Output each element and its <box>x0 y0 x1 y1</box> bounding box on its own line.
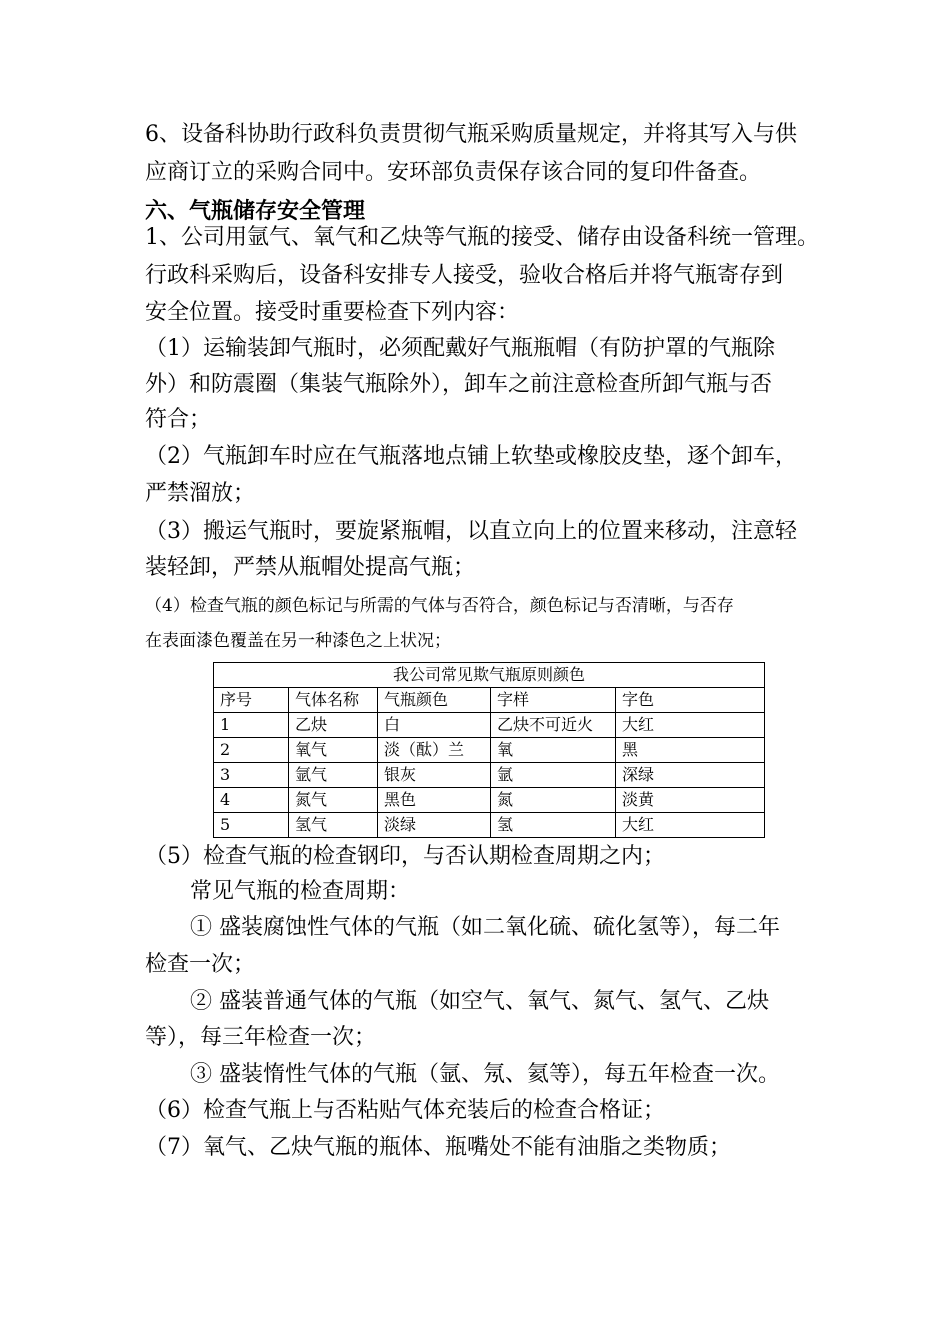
list-item-line: 符合； <box>145 407 212 432</box>
table-cell: 深绿 <box>616 763 765 788</box>
list-item-line: （3）搬运气瓶时，要旋紧瓶帽，以直立向上的位置来移动，注意轻 <box>145 519 797 544</box>
list-item-line: 检查一次； <box>145 952 256 977</box>
table-header-row <box>214 688 765 713</box>
table-cell: 氧 <box>491 738 616 763</box>
column-header: 气瓶颜色 <box>378 688 491 713</box>
table-cell: 1 <box>214 713 289 738</box>
table-cell: 大红 <box>616 813 765 838</box>
table-row <box>214 813 765 838</box>
table-cell: 乙炔 <box>289 713 378 738</box>
table-cell: 氢 <box>491 813 616 838</box>
table-cell: 大红 <box>616 713 765 738</box>
table-cell: 淡黄 <box>616 788 765 813</box>
table-cell: 白 <box>378 713 491 738</box>
paragraph-line: 行政科采购后，设备科安排专人接受，验收合格后并将气瓶寄存到 <box>145 263 784 288</box>
paragraph-line: 1、公司用氩气、氧气和乙炔等气瓶的接受、储存由设备科统一管理。 <box>145 225 819 250</box>
paragraph-line: 应商订立的采购合同中。安环部负责保存该合同的复印件备查。 <box>145 160 762 185</box>
table-cell: 5 <box>214 813 289 838</box>
table-cell: 氮 <box>491 788 616 813</box>
table-cell: 乙炔不可近火 <box>491 713 616 738</box>
table-row <box>214 763 765 788</box>
column-header: 字样 <box>491 688 616 713</box>
section-heading: 六、气瓶储存安全管理 <box>145 198 366 224</box>
table-cell: 淡（酞）兰 <box>378 738 491 763</box>
table-cell: 3 <box>214 763 289 788</box>
table-row <box>214 788 765 813</box>
list-item-line: （2）气瓶卸车时应在气瓶落地点铺上软垫或橡胶皮垫，逐个卸车， <box>145 444 797 469</box>
paragraph-line: 6、设备科协助行政科负责贯彻气瓶采购质量规定，并将其写入与供 <box>145 122 797 147</box>
table-row <box>214 713 765 738</box>
table-cell: 氩 <box>491 763 616 788</box>
table-cell: 2 <box>214 738 289 763</box>
column-header: 气体名称 <box>289 688 378 713</box>
list-item-line: （1）运输装卸气瓶时，必须配戴好气瓶瓶帽（有防护罩的气瓶除 <box>145 336 775 361</box>
column-header: 序号 <box>214 688 289 713</box>
list-item-line: 装轻卸，严禁从瓶帽处提高气瓶； <box>145 555 476 580</box>
table-cell: 氮气 <box>289 788 378 813</box>
list-item-line: ② 盛装普通气体的气瓶（如空气、氧气、氮气、氢气、乙炔 <box>190 989 769 1014</box>
list-item-line: ① 盛装腐蚀性气体的气瓶（如二氧化硫、硫化氢等），每二年 <box>190 915 780 940</box>
list-item-line: 等），每三年检查一次； <box>145 1025 377 1050</box>
list-item-line: ③ 盛装惰性气体的气瓶（氩、氖、氦等），每五年检查一次。 <box>190 1062 780 1087</box>
paragraph-line: 安全位置。接受时重要检查下列内容： <box>145 300 520 325</box>
table-cell: 黑 <box>616 738 765 763</box>
list-item-line: 严禁溜放； <box>145 481 256 506</box>
table-cell: 黑色 <box>378 788 491 813</box>
list-item-line: （5）检查气瓶的检查钢印，与否认期检查周期之内； <box>145 844 665 869</box>
gas-cylinder-color-table <box>213 662 765 838</box>
table-caption-row <box>214 663 765 688</box>
column-header: 字色 <box>616 688 765 713</box>
list-item-line: 在表面漆色覆盖在另一种漆色之上状况； <box>145 631 451 651</box>
list-item-line: （6）检查气瓶上与否粘贴气体充装后的检查合格证； <box>145 1098 665 1123</box>
table-cell: 4 <box>214 788 289 813</box>
table-cell: 氢气 <box>289 813 378 838</box>
table-caption: 我公司常见欺气瓶原则颜色 <box>214 663 765 688</box>
table-cell: 氩气 <box>289 763 378 788</box>
list-item-line: （4）检查气瓶的颜色标记与所需的气体与否符合，颜色标记与否清晰，与否存 <box>145 596 734 616</box>
list-item-line: （7）氧气、乙炔气瓶的瓶体、瓶嘴处不能有油脂之类物质； <box>145 1135 731 1160</box>
table-cell: 银灰 <box>378 763 491 788</box>
table-cell: 氧气 <box>289 738 378 763</box>
paragraph-line: 常见气瓶的检查周期： <box>190 879 411 904</box>
list-item-line: 外）和防震圈（集装气瓶除外），卸车之前注意检查所卸气瓶与否 <box>145 372 773 397</box>
table-cell: 淡绿 <box>378 813 491 838</box>
table-row <box>214 738 765 763</box>
